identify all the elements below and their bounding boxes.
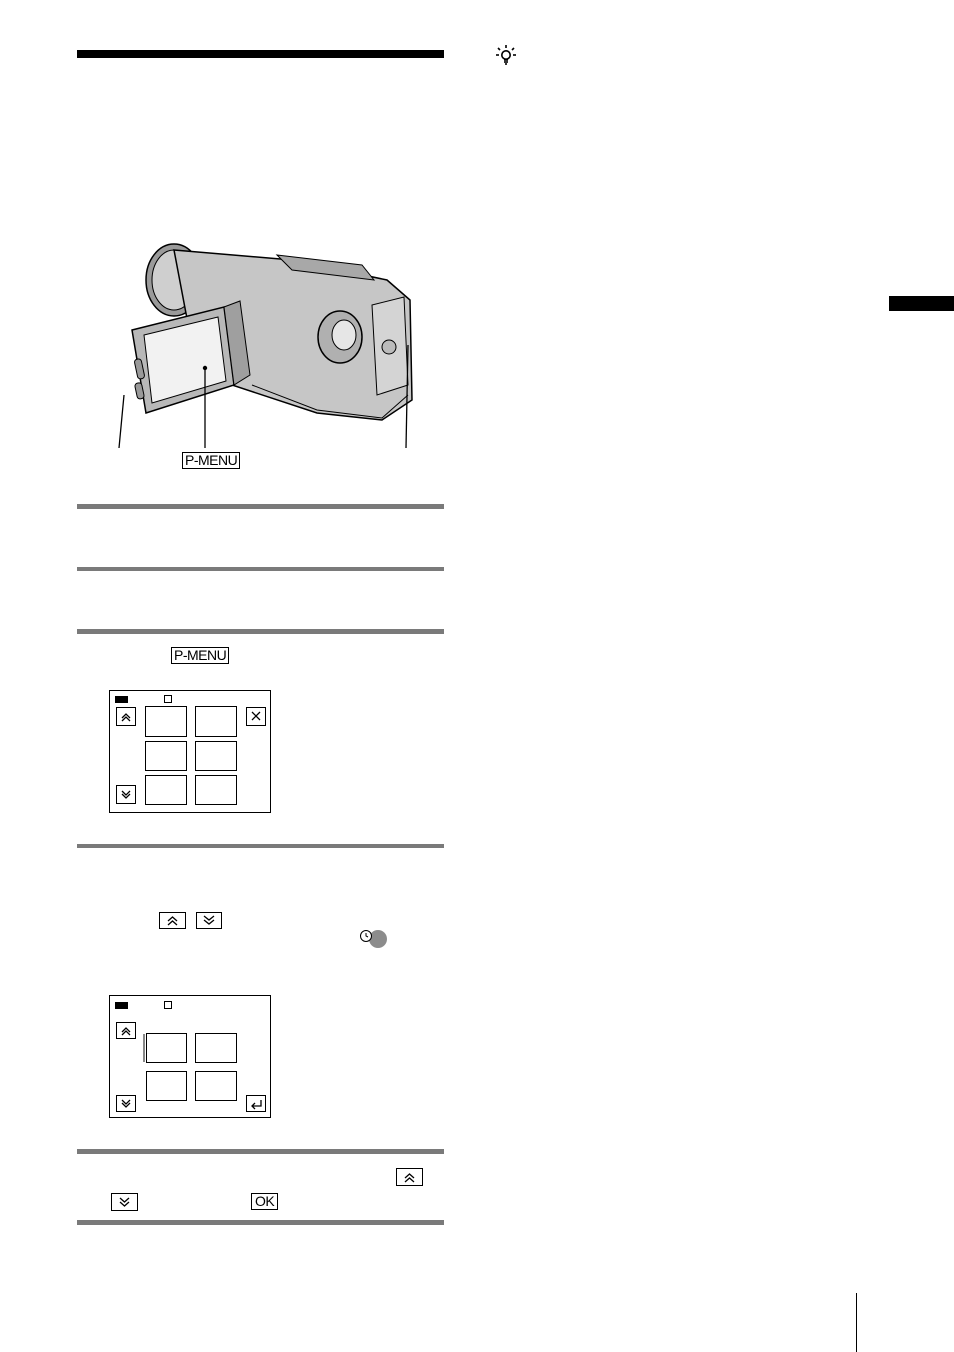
scroll-down-inline-button [196, 912, 222, 929]
menu-cell[interactable] [195, 706, 237, 737]
scroll-up-icon [117, 1023, 135, 1038]
menu-cell[interactable] [146, 1071, 187, 1101]
tape-icon [164, 1001, 172, 1009]
p-menu-button[interactable]: P-MENU [171, 647, 229, 664]
scroll-up-icon [117, 708, 135, 725]
scroll-down-icon [117, 1096, 135, 1111]
selection-bar [143, 1034, 145, 1062]
scroll-down-button[interactable] [116, 785, 136, 804]
step1-rule [77, 504, 444, 509]
clock-globe-icon [357, 928, 389, 950]
close-icon [247, 708, 265, 725]
scroll-down-icon [197, 913, 221, 928]
menu-cell[interactable] [195, 775, 237, 805]
p-menu-callout-label: P-MENU [182, 452, 240, 469]
return-button[interactable] [246, 1095, 266, 1112]
camcorder-illustration [112, 235, 432, 450]
scroll-up-icon [397, 1169, 422, 1185]
title-rule [77, 50, 444, 58]
scroll-up-button[interactable] [116, 1022, 136, 1039]
menu-cell[interactable] [145, 741, 187, 771]
tape-icon [164, 695, 172, 703]
scroll-down-icon [117, 786, 135, 803]
footer-divider [856, 1293, 857, 1352]
battery-icon [115, 1002, 128, 1009]
step2-rule [77, 567, 444, 571]
chapter-tab [889, 296, 954, 311]
menu-cell[interactable] [195, 1071, 237, 1101]
menu-screen-2 [109, 995, 271, 1118]
menu-cell[interactable] [145, 706, 187, 737]
scroll-up-button[interactable] [116, 707, 136, 726]
scroll-down-button[interactable] [116, 1095, 136, 1112]
menu-cell[interactable] [195, 1033, 237, 1063]
lightbulb-icon [496, 44, 516, 68]
menu-cell[interactable] [195, 741, 237, 771]
ok-button: OK [251, 1193, 278, 1210]
scroll-up-inline-button [396, 1168, 423, 1186]
scroll-up-icon [160, 913, 185, 928]
battery-icon [115, 696, 128, 703]
step-end-rule [77, 1220, 444, 1225]
menu-screen-1 [109, 690, 271, 813]
step5-rule [77, 1149, 444, 1154]
close-button[interactable] [246, 707, 266, 726]
scroll-down-icon [112, 1194, 137, 1210]
return-icon [247, 1096, 265, 1111]
step3-rule [77, 629, 444, 634]
step4-rule [77, 844, 444, 848]
scroll-up-inline-button [159, 912, 186, 929]
scroll-down-inline-button [111, 1193, 138, 1211]
menu-cell[interactable] [145, 775, 187, 805]
menu-cell[interactable] [146, 1033, 187, 1063]
